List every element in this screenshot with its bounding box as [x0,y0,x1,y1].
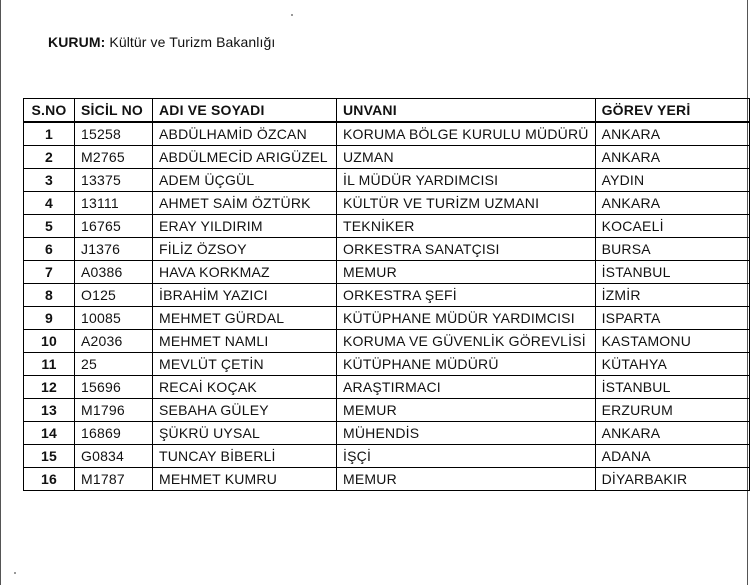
cell-title: KORUMA VE GÜVENLİK GÖREVLİSİ [337,330,596,353]
cell-sicil-no: J1376 [75,238,153,261]
cell-sicil-no: 16869 [75,422,153,445]
institution-label: KURUM: [48,34,106,50]
cell-location: DİYARBAKIR [595,468,749,491]
cell-sicil-no: M1787 [75,468,153,491]
cell-sicil-no: 13375 [75,169,153,192]
institution-name: Kültür ve Turizm Bakanlığı [109,34,276,50]
page-edge-left [0,0,1,585]
cell-sicil-no: M1796 [75,399,153,422]
cell-name: MEHMET NAMLI [153,330,337,353]
cell-location: İSTANBUL [595,376,749,399]
cell-title: KÜTÜPHANE MÜDÜR YARDIMCISI [337,307,596,330]
cell-location: ANKARA [595,192,749,215]
cell-title: MÜHENDİS [337,422,596,445]
cell-location: İZMİR [595,284,749,307]
col-header-sno: S.NO [24,99,75,123]
cell-sno: 7 [24,261,75,284]
col-header-location: GÖREV YERİ [595,99,749,123]
scan-speck [14,572,16,574]
cell-sicil-no: 10085 [75,307,153,330]
cell-location: ISPARTA [595,307,749,330]
cell-title: MEMUR [337,261,596,284]
cell-sno: 9 [24,307,75,330]
cell-title: KÜTÜPHANE MÜDÜRÜ [337,353,596,376]
cell-name: MEVLÜT ÇETİN [153,353,337,376]
cell-name: ADEM ÜÇGÜL [153,169,337,192]
cell-sno: 2 [24,146,75,169]
cell-title: KORUMA BÖLGE KURULU MÜDÜRÜ [337,122,596,146]
personnel-table [23,98,750,491]
cell-location: KASTAMONU [595,330,749,353]
cell-name: ABDÜLMECİD ARIGÜZEL [153,146,337,169]
cell-title: TEKNİKER [337,215,596,238]
cell-sicil-no: O125 [75,284,153,307]
cell-title: İL MÜDÜR YARDIMCISI [337,169,596,192]
cell-title: MEMUR [337,399,596,422]
table-header-row [24,99,750,123]
cell-location: İSTANBUL [595,261,749,284]
cell-name: TUNCAY BİBERLİ [153,445,337,468]
col-header-sicil-no: SİCİL NO [75,99,153,123]
table-row [24,192,750,215]
cell-sicil-no: 25 [75,353,153,376]
cell-sicil-no: A0386 [75,261,153,284]
cell-name: RECAİ KOÇAK [153,376,337,399]
cell-name: ŞÜKRÜ UYSAL [153,422,337,445]
table-body [24,122,750,491]
cell-sno: 5 [24,215,75,238]
cell-sicil-no: 13111 [75,192,153,215]
cell-location: AYDIN [595,169,749,192]
cell-name: SEBAHA GÜLEY [153,399,337,422]
table-row [24,169,750,192]
table-row [24,468,750,491]
table-row [24,307,750,330]
table-row [24,353,750,376]
table-row [24,146,750,169]
cell-name: MEHMET GÜRDAL [153,307,337,330]
cell-sno: 3 [24,169,75,192]
cell-sno: 12 [24,376,75,399]
cell-name: ERAY YILDIRIM [153,215,337,238]
cell-title: UZMAN [337,146,596,169]
cell-location: ADANA [595,445,749,468]
table-row [24,422,750,445]
cell-sno: 6 [24,238,75,261]
cell-sicil-no: 15258 [75,122,153,146]
cell-name: ABDÜLHAMİD ÖZCAN [153,122,337,146]
table-row [24,215,750,238]
cell-sno: 11 [24,353,75,376]
cell-name: FİLİZ ÖZSOY [153,238,337,261]
table-row [24,284,750,307]
cell-sno: 10 [24,330,75,353]
cell-sicil-no: M2765 [75,146,153,169]
table-row [24,261,750,284]
scan-speck [291,14,293,16]
cell-sno: 14 [24,422,75,445]
cell-sno: 15 [24,445,75,468]
cell-location: ERZURUM [595,399,749,422]
cell-location: ANKARA [595,146,749,169]
table-row [24,238,750,261]
cell-title: ARAŞTIRMACI [337,376,596,399]
table-row [24,122,750,146]
cell-sno: 1 [24,122,75,146]
cell-location: BURSA [595,238,749,261]
cell-sno: 13 [24,399,75,422]
table-row [24,330,750,353]
cell-name: İBRAHİM YAZICI [153,284,337,307]
cell-name: AHMET SAİM ÖZTÜRK [153,192,337,215]
table-row [24,399,750,422]
cell-title: ORKESTRA ŞEFİ [337,284,596,307]
cell-location: KOCAELİ [595,215,749,238]
cell-title: KÜLTÜR VE TURİZM UZMANI [337,192,596,215]
cell-sno: 8 [24,284,75,307]
col-header-name: ADI VE SOYADI [153,99,337,123]
cell-location: KÜTAHYA [595,353,749,376]
cell-title: ORKESTRA SANATÇISI [337,238,596,261]
institution-line [48,34,275,50]
cell-sicil-no: G0834 [75,445,153,468]
table-row [24,376,750,399]
cell-location: ANKARA [595,422,749,445]
cell-location: ANKARA [595,122,749,146]
table-row [24,445,750,468]
cell-title: İŞÇİ [337,445,596,468]
cell-sno: 16 [24,468,75,491]
cell-name: MEHMET KUMRU [153,468,337,491]
col-header-title: UNVANI [337,99,596,123]
cell-sno: 4 [24,192,75,215]
cell-sicil-no: A2036 [75,330,153,353]
cell-sicil-no: 15696 [75,376,153,399]
cell-sicil-no: 16765 [75,215,153,238]
cell-name: HAVA KORKMAZ [153,261,337,284]
cell-title: MEMUR [337,468,596,491]
